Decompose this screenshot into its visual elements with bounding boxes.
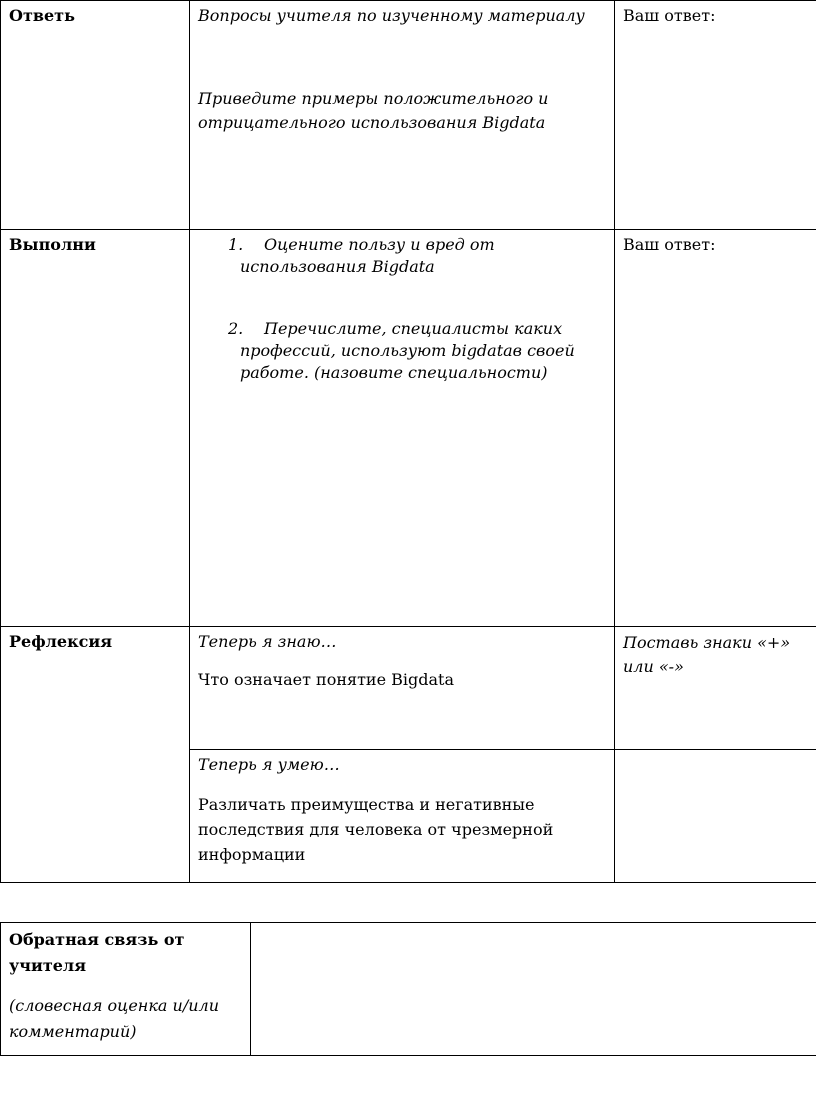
feedback-label-cell: [1, 923, 251, 1056]
feedback-row: [1, 923, 816, 1056]
can-heading: Теперь я умею…: [198, 755, 340, 774]
feedback-table: [0, 922, 816, 1056]
task-list: [210, 234, 606, 384]
stage-cell: [1, 230, 190, 627]
tasks-cell: [190, 230, 615, 627]
know-heading: Теперь я знаю…: [198, 632, 337, 651]
teacher-questions-heading: Вопросы учителя по изученному материалу: [198, 6, 585, 25]
question-text: Приведите примеры положительного и отрицательного использования Bigdata: [198, 89, 549, 132]
your-answer-label: Ваш ответ:: [623, 235, 716, 254]
can-cell: [190, 750, 615, 883]
can-text: Различать преимущества и негативные последствия для человека от чрезмерной информации: [198, 795, 554, 864]
response-cell[interactable]: [615, 1, 816, 230]
marks-instruction: Поставь знаки «+» или «-»: [623, 633, 791, 676]
task-item: 2. Перечислите, специалисты каких профессий, используют bigdataв своей работе. (назовите специальности): [228, 319, 575, 382]
answer-row: [1, 1, 816, 230]
marks-cell-2[interactable]: [615, 750, 816, 883]
task-item: 1. Оцените пользу и вред от использования Bigdata: [228, 235, 495, 276]
know-text: Что означает понятие Bigdata: [198, 670, 455, 689]
feedback-note: (словесная оценка и/или комментарий): [9, 996, 219, 1041]
your-answer-label: Ваш ответ:: [623, 6, 716, 25]
stage-cell: [1, 1, 190, 230]
marks-cell[interactable]: [615, 627, 816, 750]
response-cell[interactable]: [615, 230, 816, 627]
stage-cell: [1, 627, 190, 883]
stage-answer: Ответь: [9, 6, 75, 25]
feedback-label: Обратная связь от учителя: [9, 930, 185, 975]
do-row: [1, 230, 816, 627]
know-cell: [190, 627, 615, 750]
reflection-row: [1, 627, 816, 750]
stage-do: Выполни: [9, 235, 96, 254]
feedback-input-cell[interactable]: [251, 923, 816, 1056]
stage-reflection: Рефлексия: [9, 632, 113, 651]
question-cell: [190, 1, 615, 230]
